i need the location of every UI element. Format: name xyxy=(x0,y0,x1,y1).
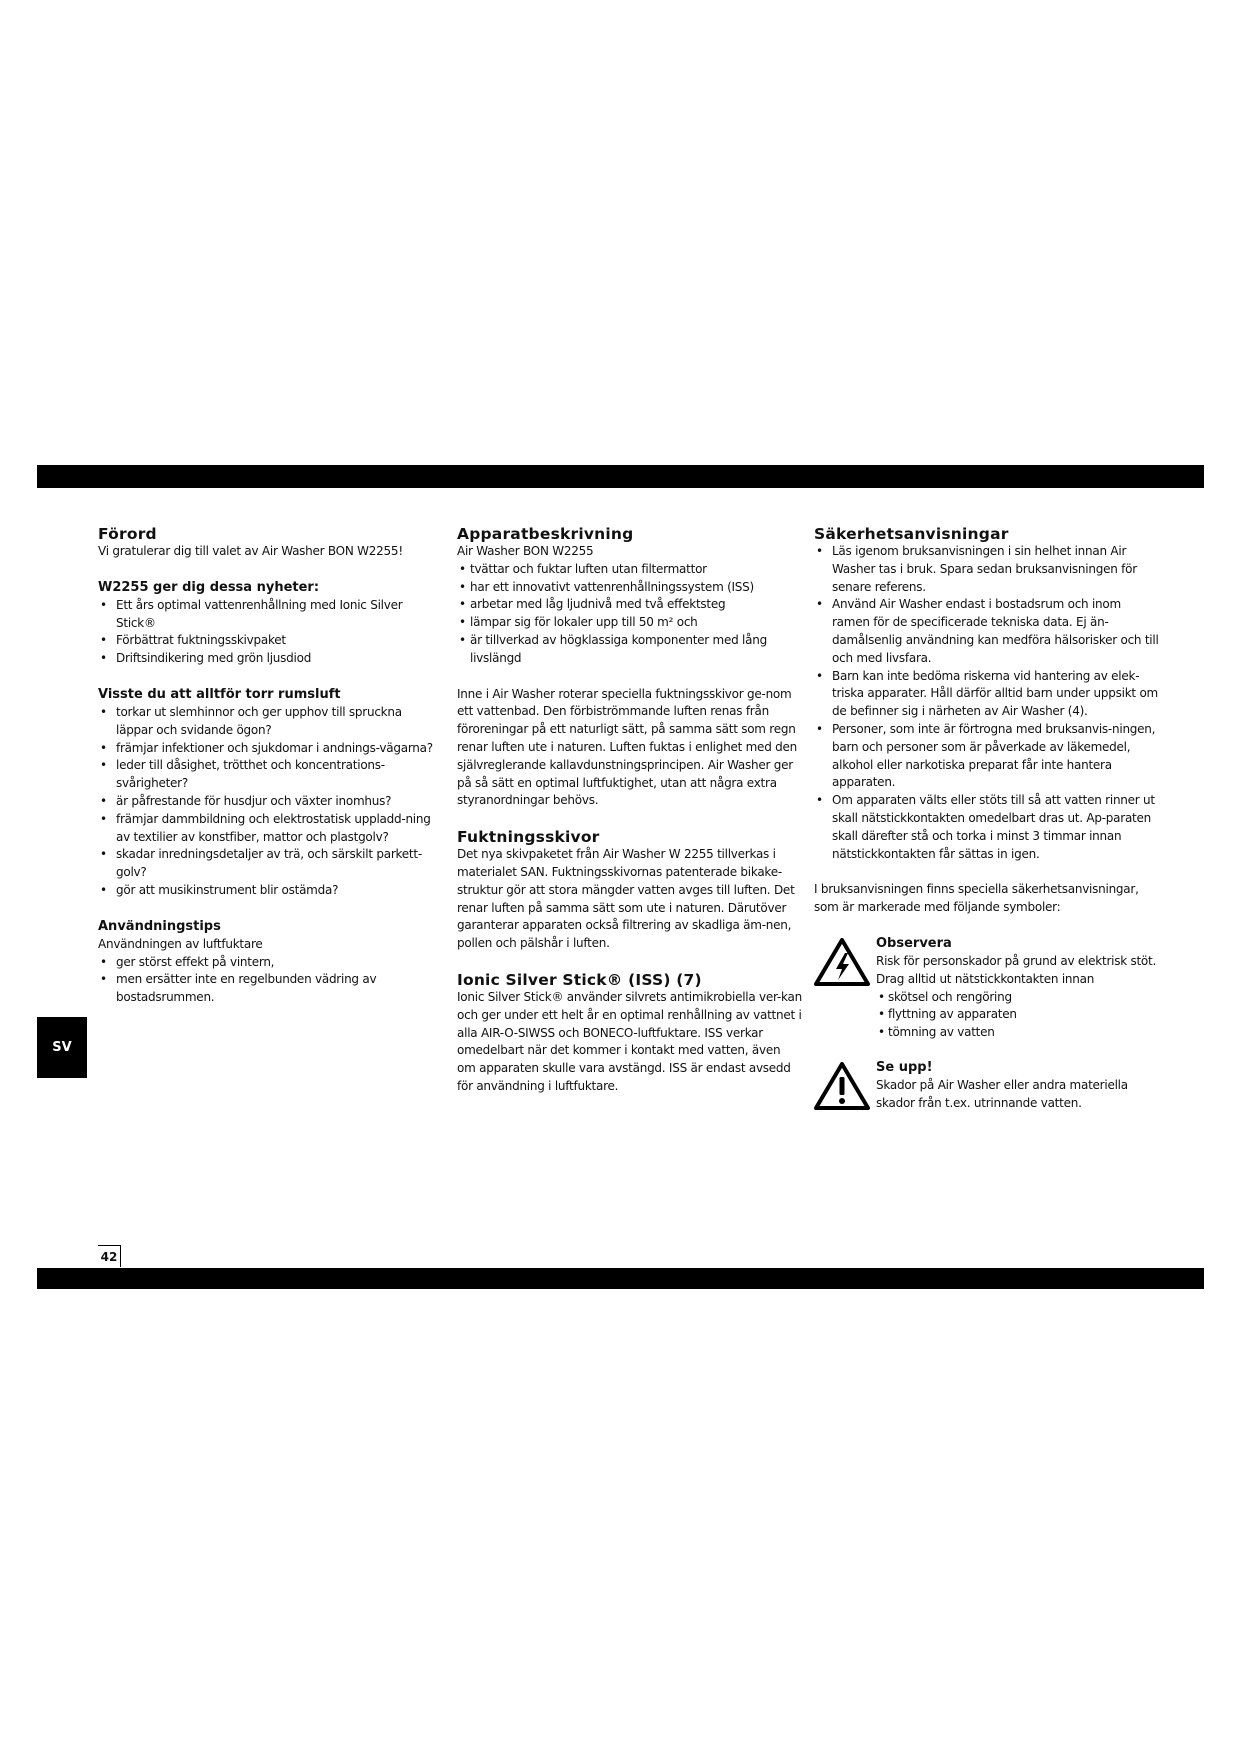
list-item: • Läs igenom bruksanvisningen i sin helhet innan Air Washer tas i bruk. Spara sedan bruksanvisningen för senare referens. xyxy=(814,543,1159,596)
list-item: • främjar infektioner och sjukdomar i andnings-vägarna? xyxy=(98,740,438,758)
column-middle xyxy=(457,525,802,1096)
language-tab: SV xyxy=(37,1017,87,1078)
electric-warning-icon xyxy=(814,937,870,987)
list-item: • skötsel och rengöring xyxy=(876,989,1159,1007)
tips-text: Användningen av luftfuktare xyxy=(98,936,263,951)
observera-block xyxy=(814,935,1159,1042)
sakerhet-list xyxy=(814,543,1159,863)
list-item: • Förbättrat fuktningsskivpaket xyxy=(98,632,438,650)
visste-list xyxy=(98,704,438,900)
visste-heading: Visste du att alltför torr rumsluft xyxy=(98,686,341,702)
list-item: • har ett innovativt vattenrenhållningssystem (ISS) xyxy=(457,579,802,597)
list-item: • arbetar med låg ljudnivå med två effektsteg xyxy=(457,596,802,614)
forord-text: Vi gratulerar dig till valet av Air Washer BON W2255! xyxy=(98,544,403,558)
list-item: • Driftsindikering med grön ljusdiod xyxy=(98,650,438,668)
caution-warning-icon xyxy=(814,1061,870,1111)
list-item: • Ett års optimal vattenrenhållning med Ionic Silver Stick® xyxy=(98,597,438,633)
list-item: • tömning av vatten xyxy=(876,1024,1159,1042)
list-item: • främjar dammbildning och elektrostatisk uppladd-ning av textilier av konstfiber, mattor och plastgolv? xyxy=(98,811,438,847)
seupp-block xyxy=(814,1059,1159,1117)
forord-heading: Förord xyxy=(98,525,157,543)
ionic-paragraph: Ionic Silver Stick® använder silvrets antimikrobiella ver-kan och ger under ett helt år en optimal renhållning av vattnet i alla AIR-O-SIWSS och BONECO-luftfuktare. ISS verkar omedelbart när det kommer i kontakt med vatten, även om apparaten skulle vara avstängd. ISS är endast avsedd för användning i luftfuktare. xyxy=(457,989,802,1093)
list-item: • men ersätter inte en regelbunden vädring av bostadsrummen. xyxy=(98,971,438,1007)
list-item: • ger störst effekt på vintern, xyxy=(98,954,438,972)
apparat-list xyxy=(457,561,802,668)
tips-list xyxy=(98,954,438,1007)
list-item: • flyttning av apparaten xyxy=(876,1006,1159,1024)
list-item: • gör att musikinstrument blir ostämda? xyxy=(98,882,438,900)
observera-heading: Observera xyxy=(876,935,952,951)
list-item: • skadar inredningsdetaljer av trä, och särskilt parkett-golv? xyxy=(98,846,438,882)
fuktning-paragraph: Det nya skivpaketet från Air Washer W 2255 tillverkas i materialet SAN. Fuktningsskivornas patenterade bikake-struktur gör att stora mängder vatten avges till luften. Det renar luften på samma sätt som ute i naturen. Därutöver garanterar apparaten också filtrering av skadliga äm-nen, pollen och pälshår i luften. xyxy=(457,847,795,951)
column-left xyxy=(98,525,438,1007)
fuktning-heading: Fuktningsskivor xyxy=(457,828,600,847)
top-black-bar xyxy=(37,465,1204,488)
tips-heading: Användningstips xyxy=(98,918,221,934)
list-item: • lämpar sig för lokaler upp till 50 m² och xyxy=(457,614,802,632)
list-item: • är påfrestande för husdjur och växter inomhus? xyxy=(98,793,438,811)
list-item: • Om apparaten välts eller stöts till så att vatten rinner ut skall nätstickkontakten omedelbart dras ut. Ap-paraten skall därefter stå och torka i minst 3 timmar innan nätstickkontakten får sättas in igen. xyxy=(814,792,1159,863)
list-item: • tvättar och fuktar luften utan filtermattor xyxy=(457,561,802,579)
apparat-paragraph: Inne i Air Washer roterar speciella fuktningsskivor ge-nom ett vattenbad. Den förbiströmmande luften renas från föroreningar på ett naturligt sätt, på samma sätt som regn renar luften ute i naturen. Luften fuktas i enlighet med den självreglerande kallavdunstningsprincipen. Air Washer ger på så sätt en optimal luftfuktighet, utan att några extra styranordningar behövs. xyxy=(457,686,797,808)
sakerhet-paragraph: I bruksanvisningen finns speciella säkerhetsanvisningar, som är markerade med följande symboler: xyxy=(814,882,1139,915)
sakerhet-heading: Säkerhetsanvisningar xyxy=(814,525,1009,543)
list-item: • Använd Air Washer endast i bostadsrum och inom ramen för de specificerade tekniska data. Ej än-damålsenlig användning kan medföra hälsorisker och till och med livsfara. xyxy=(814,596,1159,667)
list-item: • leder till dåsighet, trötthet och koncentrations-svårigheter? xyxy=(98,757,438,793)
observera-list xyxy=(876,989,1159,1042)
nyheter-heading: W2255 ger dig dessa nyheter: xyxy=(98,579,320,595)
list-item: • Barn kan inte bedöma riskerna vid hantering av elek-triska apparater. Håll därför alltid barn under uppsikt om de befinner sig i närheten av Air Washer (4). xyxy=(814,668,1159,721)
apparat-heading: Apparatbeskrivning xyxy=(457,525,634,543)
ionic-heading: Ionic Silver Stick® (ISS) (7) xyxy=(457,970,702,989)
observera-text: Risk för personskador på grund av elektrisk stöt. Drag alltid ut nätstickkontakten innan xyxy=(876,953,1157,986)
column-right xyxy=(814,525,1159,1117)
apparat-subtitle: Air Washer BON W2255 xyxy=(457,544,594,558)
seupp-heading: Se upp! xyxy=(876,1059,933,1075)
page-number: 42 xyxy=(98,1245,121,1267)
list-item: • torkar ut slemhinnor och ger upphov till spruckna läppar och svidande ögon? xyxy=(98,704,438,740)
list-item: • Personer, som inte är förtrogna med bruksanvis-ningen, barn och personer som är påverkade av läkemedel, alkohol eller narkotiska preparat får inte hantera apparaten. xyxy=(814,721,1159,792)
list-item: • är tillverkad av högklassiga komponenter med lång livslängd xyxy=(457,632,802,668)
seupp-text: Skador på Air Washer eller andra materiella skador från t.ex. utrinnande vatten. xyxy=(876,1077,1128,1110)
bottom-black-bar xyxy=(37,1268,1204,1289)
nyheter-list xyxy=(98,597,438,668)
